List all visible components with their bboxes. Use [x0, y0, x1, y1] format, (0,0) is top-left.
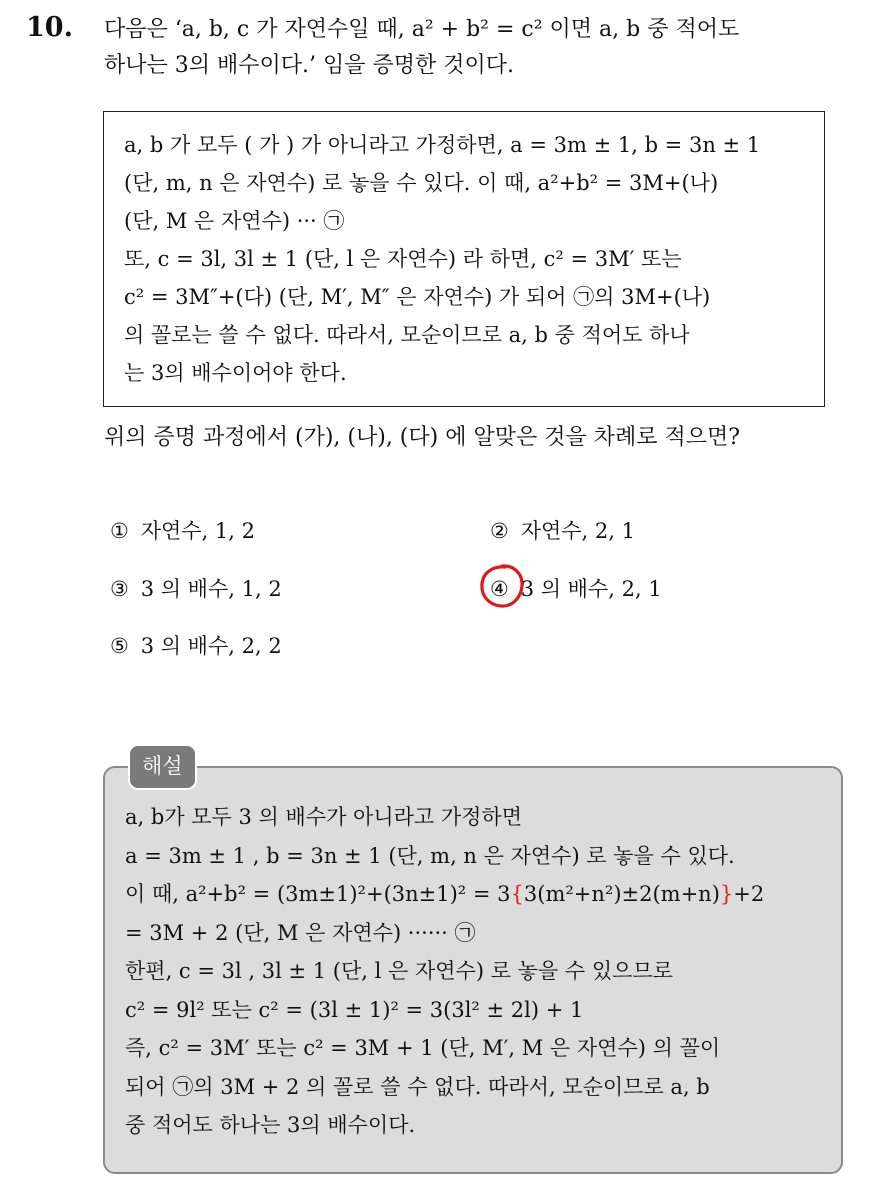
solution-line: 되어 ㉠의 3M + 2 의 꼴로 쓸 수 없다. 따라서, 모순이므로 a, b	[125, 1074, 710, 1099]
solution-tag: 해설	[128, 744, 197, 790]
solution-line: c² = 9l² 또는 c² = (3l ± 1)² = 3(3l² ± 2l) + 1	[125, 997, 584, 1022]
choice-3[interactable]	[110, 574, 282, 604]
proof-line: 는 3의 배수이어야 한다.	[124, 361, 347, 385]
choice-text: 3 의 배수, 2, 2	[140, 634, 282, 658]
solution-line: 중 적어도 하나는 3의 배수이다.	[125, 1113, 416, 1137]
question-prompt: 위의 증명 과정에서 (가), (나), (다) 에 알맞은 것을 차례로 적으면?	[104, 425, 741, 450]
solution-line: 즉, c² = 3M′ 또는 c² = 3M + 1 (단, M′, M 은 자연수) 의 꼴이	[125, 1036, 721, 1060]
choice-mark: ①	[110, 519, 129, 543]
answer-circle-icon	[478, 562, 526, 610]
choice-2[interactable]	[490, 516, 635, 546]
choice-5[interactable]	[110, 631, 282, 661]
choice-text: 3 의 배수, 2, 1	[520, 577, 662, 601]
solution-brace-open: {	[510, 882, 524, 906]
question-number: 10.	[26, 12, 73, 43]
choice-mark: ⑤	[110, 634, 129, 658]
proof-line: a, b 가 모두 ( 가 ) 가 아니라고 가정하면, a = 3m ± 1, b = 3n ± 1	[124, 133, 761, 157]
choice-mark: ②	[490, 519, 509, 543]
solution-line: a, b가 모두 3 의 배수가 아니라고 가정하면	[125, 805, 523, 829]
proof-line: (단, M 은 자연수) ··· ㉠	[124, 209, 345, 233]
choice-text: 자연수, 2, 1	[520, 519, 635, 543]
solution-line: 한편, c = 3l , 3l ± 1 (단, l 은 자연수) 로 놓을 수 있으므로	[125, 959, 674, 983]
solution-text: 3(m²+n²)±2(m+n)	[523, 882, 720, 906]
proof-line: (단, m, n 은 자연수) 로 놓을 수 있다. 이 때, a²+b² = 3M+(나)	[124, 171, 719, 195]
choice-mark: ③	[110, 577, 129, 601]
choice-mark: ④	[490, 577, 509, 601]
solution-line: = 3M + 2 (단, M 은 자연수) ······ ㉠	[125, 920, 476, 945]
solution-box	[103, 766, 843, 1174]
solution-text: 이 때, a²+b² = (3m±1)²+(3n±1)² = 3	[125, 882, 511, 906]
choice-1[interactable]	[110, 516, 255, 546]
stem-line: 다음은 ‘a, b, c 가 자연수일 때, a² + b² = c² 이면 a, b 중 적어도	[104, 17, 740, 42]
proof-line: 의 꼴로는 쓸 수 없다. 따라서, 모순이므로 a, b 중 적어도 하나	[124, 323, 690, 347]
proof-line: c² = 3M″+(다) (단, M′, M″ 은 자연수) 가 되어 ㉠의 3M+(나)	[124, 285, 711, 309]
solution-text: +2	[733, 882, 765, 906]
choice-text: 자연수, 1, 2	[140, 519, 255, 543]
solution-line	[125, 875, 823, 914]
proof-box	[103, 111, 825, 407]
solution-line: a = 3m ± 1 , b = 3n ± 1 (단, m, n 은 자연수) 로 놓을 수 있다.	[125, 843, 735, 868]
question-stem	[104, 12, 864, 84]
answer-circle-stroke	[482, 566, 522, 606]
solution-brace-close: }	[719, 882, 734, 906]
stem-line: 하나는 3의 배수이다.’ 임을 증명한 것이다.	[104, 53, 514, 78]
proof-line: 또, c = 3l, 3l ± 1 (단, l 은 자연수) 라 하면, c² = 3M′ 또는	[124, 247, 682, 271]
choice-text: 3 의 배수, 1, 2	[140, 577, 282, 601]
